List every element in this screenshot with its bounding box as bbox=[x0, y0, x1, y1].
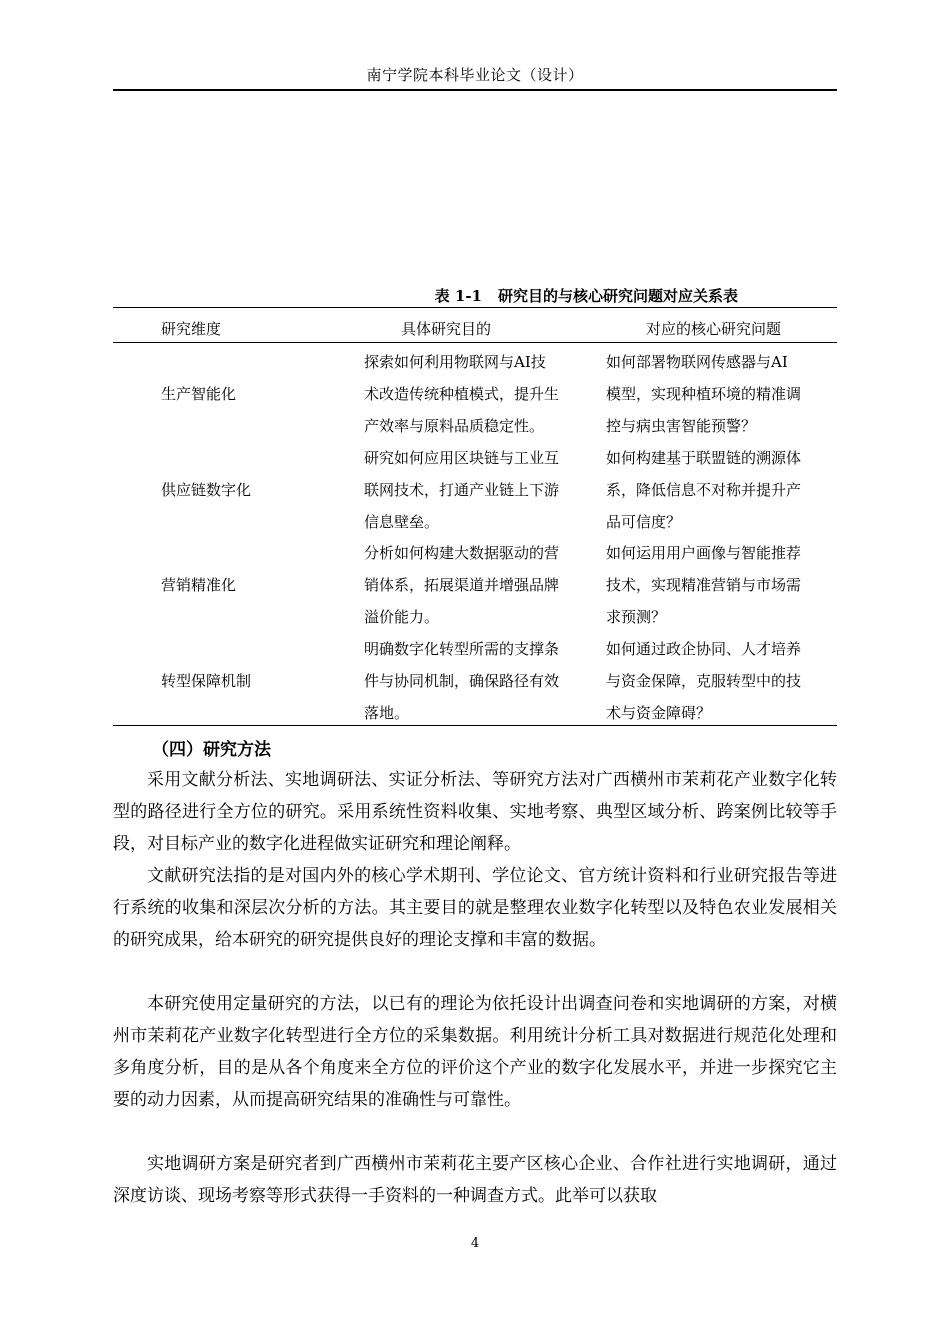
question-line: 与资金保障，克服转型中的技 bbox=[606, 672, 802, 690]
table-row-2-question bbox=[606, 442, 828, 538]
body-paragraph-2: 文献研究法指的是对国内外的核心学术期刊、学位论文、官方统计资料和行业研究报告等进行系统的收集和深层次分析的方法。其主要目的就是整理农业数字化转型以及特色农业发展相关的研究成果，给本研究的研究提供良好的理论支撑和丰富的数据。 bbox=[113, 866, 837, 950]
table-caption-number: 表 1-1 bbox=[434, 287, 482, 305]
question-line: 技术，实现精准营销与市场需 bbox=[606, 576, 802, 594]
goal-line: 产效率与原料品质稳定性。 bbox=[364, 417, 545, 435]
table-caption bbox=[113, 285, 837, 306]
header-rule bbox=[113, 89, 837, 91]
goal-line: 分析如何构建大数据驱动的营 bbox=[364, 544, 560, 562]
goal-line: 术改造传统种植模式，提升生 bbox=[364, 385, 560, 403]
table-header-rule bbox=[113, 342, 837, 343]
body-paragraph-1: 采用文献分析法、实地调研法、实证分析法、等研究方法对广西横州市茉莉花产业数字化转型的路径进行全方位的研究。采用系统性资料收集、实地考察、典型区域分析、跨案例比较等手段，对目标产业的数字化进程做实证研究和理论阐释。 bbox=[113, 770, 837, 854]
question-line: 品可信度？ bbox=[606, 513, 682, 531]
table-header-goal: 具体研究目的 bbox=[401, 320, 492, 338]
question-line: 控与病虫害智能预警？ bbox=[606, 417, 757, 435]
body-paragraph-3: 本研究使用定量研究的方法，以已有的理论为依托设计出调查问卷和实地调研的方案，对横州市茉莉花产业数字化转型进行全方位的采集数据。利用统计分析工具对数据进行规范化处理和多角度分析，目的是从各个角度来全方位的评价这个产业的数字化发展水平，并进一步探究它主要的动力因素，从而提高研究结果的准确性与可靠性。 bbox=[113, 994, 837, 1110]
table-bottom-rule bbox=[113, 725, 837, 726]
question-line: 系，降低信息不对称并提升产 bbox=[606, 481, 802, 499]
table-row-3-goal bbox=[364, 537, 584, 633]
table-row-3-question bbox=[606, 537, 828, 633]
question-line: 求预测？ bbox=[606, 608, 667, 626]
body-paragraph-4: 实地调研方案是研究者到广西横州市茉莉花主要产区核心企业、合作社进行实地调研，通过深度访谈、现场考察等形式获得一手资料的一种调查方式。此举可以获取 bbox=[113, 1154, 837, 1206]
goal-line: 落地。 bbox=[364, 704, 410, 722]
table-row-4-dimension: 转型保障机制 bbox=[161, 672, 252, 690]
goal-line: 联网技术，打通产业链上下游 bbox=[364, 481, 560, 499]
table-caption-title: 研究目的与核心研究问题对应关系表 bbox=[497, 287, 738, 305]
goal-line: 销体系，拓展渠道并增强品牌 bbox=[364, 576, 560, 594]
question-line: 术与资金障碍？ bbox=[606, 704, 712, 722]
table-row-2-goal bbox=[364, 442, 584, 538]
page-header-title: 南宁学院本科毕业论文（设计） bbox=[366, 66, 584, 84]
table-row-4-question bbox=[606, 633, 828, 729]
goal-line: 溢价能力。 bbox=[364, 608, 440, 626]
table-row-2-dimension: 供应链数字化 bbox=[161, 481, 252, 499]
table-row-1-dimension: 生产智能化 bbox=[161, 385, 237, 403]
page-number: 4 bbox=[470, 1236, 480, 1251]
table-row-1-goal bbox=[364, 346, 584, 442]
goal-line: 明确数字化转型所需的支撑条 bbox=[364, 640, 560, 658]
question-line: 如何运用用户画像与智能推荐 bbox=[606, 544, 802, 562]
question-line: 如何构建基于联盟链的溯源体 bbox=[606, 449, 802, 467]
goal-line: 件与协同机制，确保路径有效 bbox=[364, 672, 560, 690]
table-row-4-goal bbox=[364, 633, 584, 729]
goal-line: 探索如何利用物联网与AI技 bbox=[364, 353, 546, 371]
goal-line: 研究如何应用区块链与工业互 bbox=[364, 449, 560, 467]
table-header-dimension: 研究维度 bbox=[161, 320, 222, 338]
table-row-3-dimension: 营销精准化 bbox=[161, 576, 237, 594]
table-row-1-question bbox=[606, 346, 828, 442]
question-line: 如何通过政企协同、人才培养 bbox=[606, 640, 802, 658]
table-top-rule bbox=[113, 307, 837, 308]
goal-line: 信息壁垒。 bbox=[364, 513, 440, 531]
section-heading: （四）研究方法 bbox=[152, 740, 271, 760]
table-header-question: 对应的核心研究问题 bbox=[646, 320, 782, 338]
question-line: 模型，实现种植环境的精准调 bbox=[606, 385, 802, 403]
question-line: 如何部署物联网传感器与AI bbox=[606, 353, 788, 371]
